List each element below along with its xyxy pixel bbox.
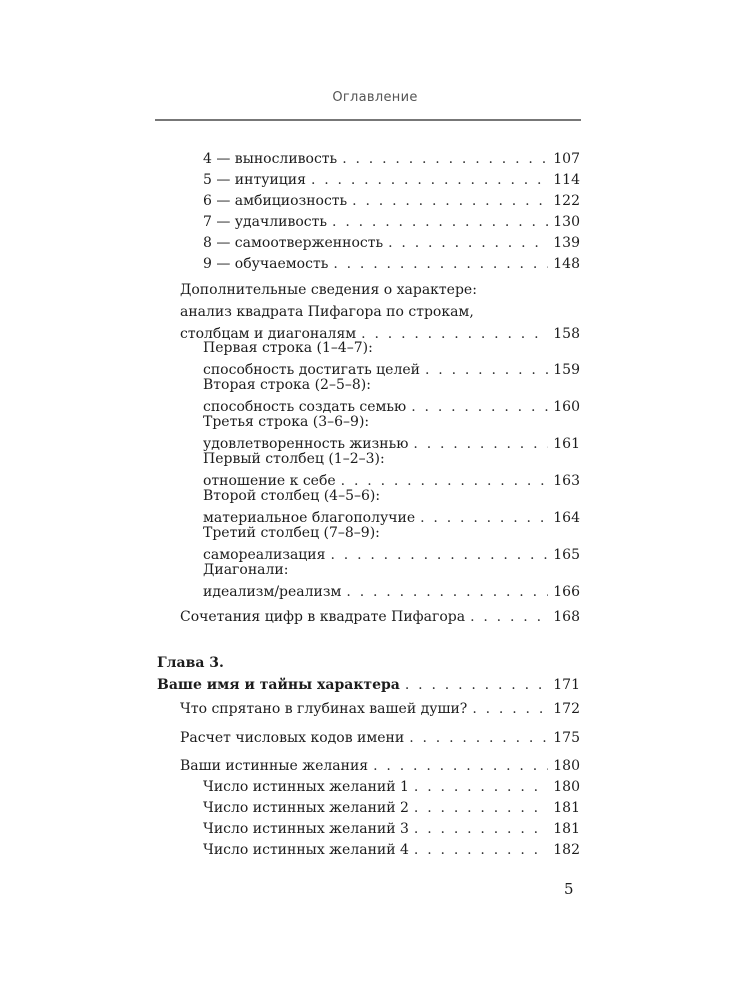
page-number: 180 <box>553 779 580 795</box>
page-number: 181 <box>553 800 580 816</box>
page-number: 172 <box>553 701 580 717</box>
page-number: 139 <box>553 235 580 251</box>
toc-entry-additional-info[interactable] <box>180 279 580 345</box>
entry-title: Третий столбец (7–8–9): <box>203 525 380 541</box>
toc-entry-number-7[interactable] <box>203 211 580 233</box>
page-number: 161 <box>553 436 580 452</box>
entry-text: Сочетания цифр в квадрате Пифагора <box>180 609 466 625</box>
toc-entry-number-5[interactable] <box>203 169 580 191</box>
page-number: 107 <box>553 151 580 167</box>
entry-text: способность достигать целей <box>203 362 420 378</box>
toc-entry-desires-4[interactable] <box>203 839 580 861</box>
entry-text: идеализм/реализм <box>203 584 342 600</box>
entry-text: 6 — амбициозность <box>203 193 348 209</box>
toc-entry-number-6[interactable] <box>203 190 580 212</box>
entry-text: Расчет числовых кодов имени <box>180 730 405 746</box>
page-number: 148 <box>553 256 580 272</box>
entry-title: Первая строка (1–4–7): <box>203 340 373 356</box>
page-number: 160 <box>553 399 580 415</box>
dot-leader <box>352 190 548 212</box>
page-number: 163 <box>553 473 580 489</box>
page-number: 114 <box>553 172 580 188</box>
entry-text: 5 — интуиция <box>203 172 306 188</box>
entry-title: Третья строка (3–6–9): <box>203 414 370 430</box>
toc-entry-soul-depths[interactable] <box>180 698 580 720</box>
entry-text: 9 — обучаемость <box>203 256 329 272</box>
entry-text: столбцам и диагоналям <box>180 326 357 342</box>
header-rule <box>155 119 581 121</box>
dot-leader <box>373 755 548 777</box>
dot-leader <box>388 232 548 254</box>
entry-text: Число истинных желаний 4 <box>203 842 409 858</box>
page-number: 175 <box>553 730 580 746</box>
page-number: 122 <box>553 193 580 209</box>
entry-title: Второй столбец (4–5–6): <box>203 488 381 504</box>
page-number: 171 <box>553 677 580 693</box>
page-number: 180 <box>553 758 580 774</box>
entry-text: материальное благополучие <box>203 510 416 526</box>
entry-text-line: Дополнительные сведения о характере: <box>180 282 477 298</box>
toc-entry-number-8[interactable] <box>203 232 580 254</box>
entry-title: Диагонали: <box>203 562 289 578</box>
entry-text: самореализация <box>203 547 326 563</box>
toc-entry-combinations[interactable] <box>180 606 580 628</box>
entry-text: Число истинных желаний 1 <box>203 779 409 795</box>
entry-text-line: анализ квадрата Пифагора по строкам, <box>180 304 474 320</box>
chapter-label: Глава 3. <box>157 655 224 671</box>
page-number: 159 <box>553 362 580 378</box>
dot-leader <box>311 169 548 191</box>
entry-text: 4 — выносливость <box>203 151 338 167</box>
entry-text: Число истинных желаний 3 <box>203 821 409 837</box>
page-number: 130 <box>553 214 580 230</box>
page-number: 165 <box>553 547 580 563</box>
page-number: 158 <box>553 326 580 342</box>
dot-leader <box>414 776 548 798</box>
dot-leader <box>405 674 548 696</box>
toc-entry-desires-2[interactable] <box>203 797 580 819</box>
entry-text: способность создать семью <box>203 399 407 415</box>
page-number: 164 <box>553 510 580 526</box>
chapter-title: Ваше имя и тайны характера <box>157 677 400 693</box>
toc-entry-diagonals[interactable] <box>203 559 580 603</box>
page-folio: 5 <box>564 880 574 898</box>
dot-leader <box>409 727 548 749</box>
dot-leader <box>414 839 548 861</box>
dot-leader <box>414 818 548 840</box>
entry-title: Первый столбец (1–2–3): <box>203 451 385 467</box>
dot-leader <box>332 211 548 233</box>
entry-text: удовлетворенность жизнью <box>203 436 409 452</box>
dot-leader <box>472 698 548 720</box>
toc-entry-true-desires[interactable] <box>180 755 580 777</box>
dot-leader <box>333 253 548 275</box>
toc-entry-desires-3[interactable] <box>203 818 580 840</box>
page-number: 168 <box>553 609 580 625</box>
page-number: 166 <box>553 584 580 600</box>
running-header: Оглавление <box>332 90 418 105</box>
entry-text: 7 — удачливость <box>203 214 328 230</box>
toc-entry-desires-1[interactable] <box>203 776 580 798</box>
toc-chapter-3[interactable] <box>157 652 580 696</box>
toc-entry-number-4[interactable] <box>203 148 580 170</box>
entry-text: Ваши истинные желания <box>180 758 369 774</box>
dot-leader <box>346 581 548 603</box>
page-number: 182 <box>553 842 580 858</box>
entry-text: отношение к себе <box>203 473 336 489</box>
toc-entry-number-9[interactable] <box>203 253 580 275</box>
dot-leader <box>414 797 548 819</box>
entry-text: Что спрятано в глубинах вашей души? <box>180 701 468 717</box>
dot-leader <box>470 606 548 628</box>
toc-entry-name-codes[interactable] <box>180 727 580 749</box>
dot-leader <box>342 148 548 170</box>
entry-text: Число истинных желаний 2 <box>203 800 409 816</box>
entry-title: Вторая строка (2–5–8): <box>203 377 371 393</box>
entry-text: 8 — самоотверженность <box>203 235 384 251</box>
page-number: 181 <box>553 821 580 837</box>
